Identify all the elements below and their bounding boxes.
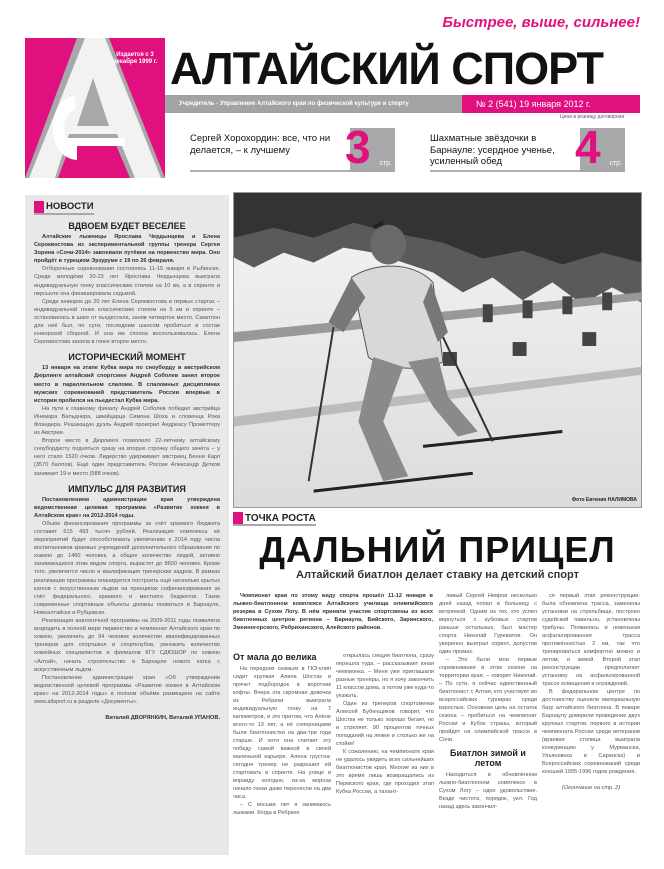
article-headline: ДАЛЬНИЙ ПРИЦЕЛ: [259, 529, 616, 570]
article-title: ИМПУЛЬС ДЛЯ РАЗВИТИЯ: [68, 483, 186, 494]
article-paragraph: На пути к главному финалу Андрей Соболев победил австрийца Инемара Вальднера, швейцарца Симона Шоха и словенца Рока Фландера. Решающую дуэль Андрей проиграл Андреасу Прометтеру из Австрии.: [34, 405, 220, 437]
section-subhead: От мала до велика: [233, 652, 317, 662]
article-column-4: [542, 592, 640, 792]
article-paragraph: – Это были мои первые соревнования в этом сезоне на территории края, – говорит Николай. – По сути, я сейчас единственный биатлонист с Алтая, кто участвует во всероссийских турнирах среди взрослых. Основная цель на остаток сезона – пробиться на чемпионат России и Кубок страны, который пройдет на олимпийской трассе в Сочи.: [439, 657, 537, 743]
article-paragraph: Среди юниорок до 20 лет Елена Сероквостова в первых стартах – индивидуальной гонке классическим стилем на 5 км и спринте – остановилась в шаге от пьедестала, заняв четвертое место. Скиатлон для неё был, по сути, последним шансом пробиться в состав юниорской сборной. И она им сполна воспользовалась. Елена Сероквостова заняла в гонке второе место.: [34, 298, 220, 346]
signature: Виталий ДВОРЯНКИН, Виталий УПАНОВ.: [105, 715, 220, 722]
page-number: 3: [345, 121, 371, 173]
article-column-3: [439, 592, 537, 811]
teaser-text: Сергей Хорохордин: все, что ни делается, – к лучшему: [190, 133, 331, 156]
teaser-text: Шахматные звёздочки в Барнауле: усердное ученье, усиленный обед: [430, 133, 555, 167]
article-paragraph: Отборочные соревнования состоялись 11-15 января в Рыбинске. Среди молодёжи 20-23 лет Ярослава Чердынцева выиграла индивидуальную гонку классическим стилем на 10 км, а в спринте и персьюте она финишировала седьмой.: [34, 266, 220, 297]
article-lead: Постановлением администрации края утверждена ведомственная целевая программа «Развитие хоккея в Алтайском крае» на 2012-2014 годы.: [34, 496, 220, 519]
rubric-label: НОВОСТИ: [46, 200, 94, 212]
founder-bar: Учредитель - Управление Алтайского края по физической культуре и спорту: [165, 95, 462, 113]
article-column-2: [336, 652, 434, 796]
news-column: [25, 195, 229, 855]
slogan: Быстрее, выше, сильнее!: [442, 14, 640, 31]
article-paragraph: На передних скамьях в ГКЗ-клип сидит хрупкая Алина Шостак и прячет подбородок в воротник кофты. Вчера эта скромная девочка из Ребрихи выиграла индивидуальную гонку на 7 километров, и это притом, что Алёне всего-то 13 лет, а её соперницами были биатлонистки на два-три года старше. И хотя она считает эту победу самой важной в своей маленькой карьере, Алена грустна: сегодня тренер не разрешил ей стартовать в спринте. На улице и вправду холодно, из-за мороза начало гонки даже перенесли на два часа.: [233, 666, 331, 800]
newspaper-title: АЛТАЙСКИЙ СПОРТ: [170, 43, 604, 94]
article-paragraph: Находиться в обновлённом лыжно-биатлонном комплексе в Сухом Логу – одно удовольствие. Везде чистота, порядок, уют. Год назад здесь закончил-: [439, 772, 537, 810]
article-paragraph: Объём финансирования программы за счёт краевого бюджета составит 615 493 тысяч рублей. Реализация комплекса её мероприятий будет способствовать увеличению к 2014 году числа воспитанников краевых учреждений дополнительного образования по хоккею до 1460 человек, а общее количество людей, активно занимающихся этим видом спорта, вырастет до 8600 человек. Кроме того, увеличится число и квалификация тренерских кадров. В рамках реализации программы планируется построить ещё несколько крытых катков с искусственным льдом на принципах софинансирования за счёт федерального, краевого и местного бюджетов. Такие современные спортивные объекты должны появиться в Барнауле, Новоалтайске и Рубцовске.: [34, 520, 220, 616]
rubric-feature: [233, 512, 316, 526]
teaser-page-4[interactable]: [430, 121, 625, 173]
since-note: Издается с 3 декабря 1999 г.: [112, 52, 158, 65]
section-subhead: Биатлон зимой и летом: [450, 748, 526, 768]
article-lead: Чемпионат края по этому виду спорта прошёл 11-12 января в лыжно-биатлонном комплексе Алтайского училища олимпийского резерва в Сухом Логу. В нём приняли участие спортсмены из всех биатлонных центров региона – Барнаула, Бийского, Заринского, Змеиногорского, Ребрихинского, Алейского районов.: [233, 593, 433, 631]
article-paragraph: – С восьми лет я занимаюсь лыжами. Когда в Ребрихе: [233, 802, 331, 816]
biathlete-photo: [233, 192, 642, 508]
continued-note[interactable]: (Окончание на стр. 2): [561, 785, 621, 791]
page-label: стр.: [379, 160, 392, 167]
article-subtitle: Алтайский биатлон делает ставку на детский спорт: [296, 569, 579, 581]
article-lead: Алтайские лыжницы Ярослава Чердынцева и Елена Сероквостова из экспериментальной группы тренера Сергея Зорина «Сочи-2014» завоевали путёвки на первенство мира. Оно пройдёт в турецком Эрзуруме с 19 по 26 февраля.: [34, 234, 220, 265]
article-paragraph: В федеральном центре по достоинству оценили материальную базу алтайского биатлона. В январе Барнаулу доверили проведение двух крупных стартов: первого в истории чемпионата России среди ветеранов (краевая столица выиграла конкуренцию у Мурманска, Ульяновска и Саранска) и Всероссийских соревнований среди юношей 1995-1996 годов рождения.: [542, 689, 640, 775]
article-column-1: [233, 648, 331, 817]
rubric-label: ТОЧКА РОСТА: [245, 512, 316, 524]
issue-number: № 2 (541) 19 января 2012 г.: [462, 95, 640, 113]
rubric-news: [34, 201, 94, 215]
article-lead: 13 января на этапе Кубка мира по сноуборду в австрийском Дюрлинге алтайский спортсмен Андрей Соболев занял второе место в параллельном слаломе. В слаломных дисциплинах мужских соревнований представитель России впервые в истории пробился на пьедестал Кубка мира.: [34, 365, 220, 404]
article-paragraph: Реализация аналогичной программы на 2009-2011 годы позволила возродить в полной мере первенство и чемпионат Алтайского края по хоккею, увеличить до 94 человек количество квалифицированных тренеров для спортшкол и спортклубов, умножить количество хоккейных специалистов и филиалов КГУ СДЮШОР по хоккею «Алтай», начать строительство в Барнауле нового катка с искусственным льдом.: [34, 618, 220, 673]
article-paragraph: Второе место в Дюрлинге позволило 22-летнему алтайскому сноубордисту подняться сразу на вторую строчку общего зачёта – у него стало 1520 очков. Лидерство удерживает австриец Бенни Карл (3570 баллов). Ещё один представитель России Александр Детков занимает 19-е место (588 очков).: [34, 438, 220, 477]
page-number: 4: [575, 121, 601, 173]
article-paragraph: Один из тренеров спортсменки Алексей Бубенщиков говорит, что Шостак не только хорошо бегает, но и стреляет. 90 процентов точных попаданий на лежке и столько же на стойке!: [336, 701, 434, 747]
article-paragraph: ся первый этап реконструкции: была обновлена трасса, заменены установки на стрельбище, построен судейский павильон, установлены трибуны. Появилась и новенькая асфальтированная трасса протяжённостью 2 км, так что тренироваться комфортно можно и летом, и зимой. Второй этап реконструкции предполагает установку на асфальтированной трассе освещения и ограждений.: [542, 593, 640, 687]
price-note: Цена в розницу договорная: [560, 114, 625, 120]
page-label: стр.: [609, 160, 622, 167]
article-title: ВДВОЕМ БУДЕТ ВЕСЕЛЕЕ: [68, 221, 186, 231]
teaser-page-3[interactable]: [190, 121, 395, 173]
photo-credit: Фото Евгения НАЛИМОВА: [571, 497, 637, 503]
article-title: ИСТОРИЧЕСКИЙ МОМЕНТ: [68, 352, 186, 363]
article-paragraph: ливый Сергей Невров несколько дней назад попал в больницу с ветрянкой. Одним из тех, кто успел вернуться с кубковых стартов раньше остальных, был мастер спорта Николай Гуреватов. Он уверенно выиграл спринт, допустив один промах.: [439, 593, 537, 655]
page-badge: [345, 121, 395, 173]
article-paragraph: открылась секция биатлона, сразу перешла туда, – рассказывает юная чемпионка. – Меня уже приглашали разные тренеры, но я хочу закончить 11 классов дома, а потом уже куда-то уезжать.: [336, 653, 434, 699]
article-paragraph: Постановление администрации края «Об утверждении ведомственной целевой программы «Развитие хоккея в Алтайском крае» на 2012-2014 годы» в полном объёме размещено на сайте www.altsport.ru в разделе «Документы».: [34, 674, 220, 705]
page-badge: [575, 121, 625, 173]
article-paragraph: К сожалению, на чемпионате края не удалось увидеть всех сильнейших биатлонистов края. Многие из них в это время лишь возвращались из Пермского края, где проходил этап Кубка России, а талант-: [336, 749, 434, 795]
